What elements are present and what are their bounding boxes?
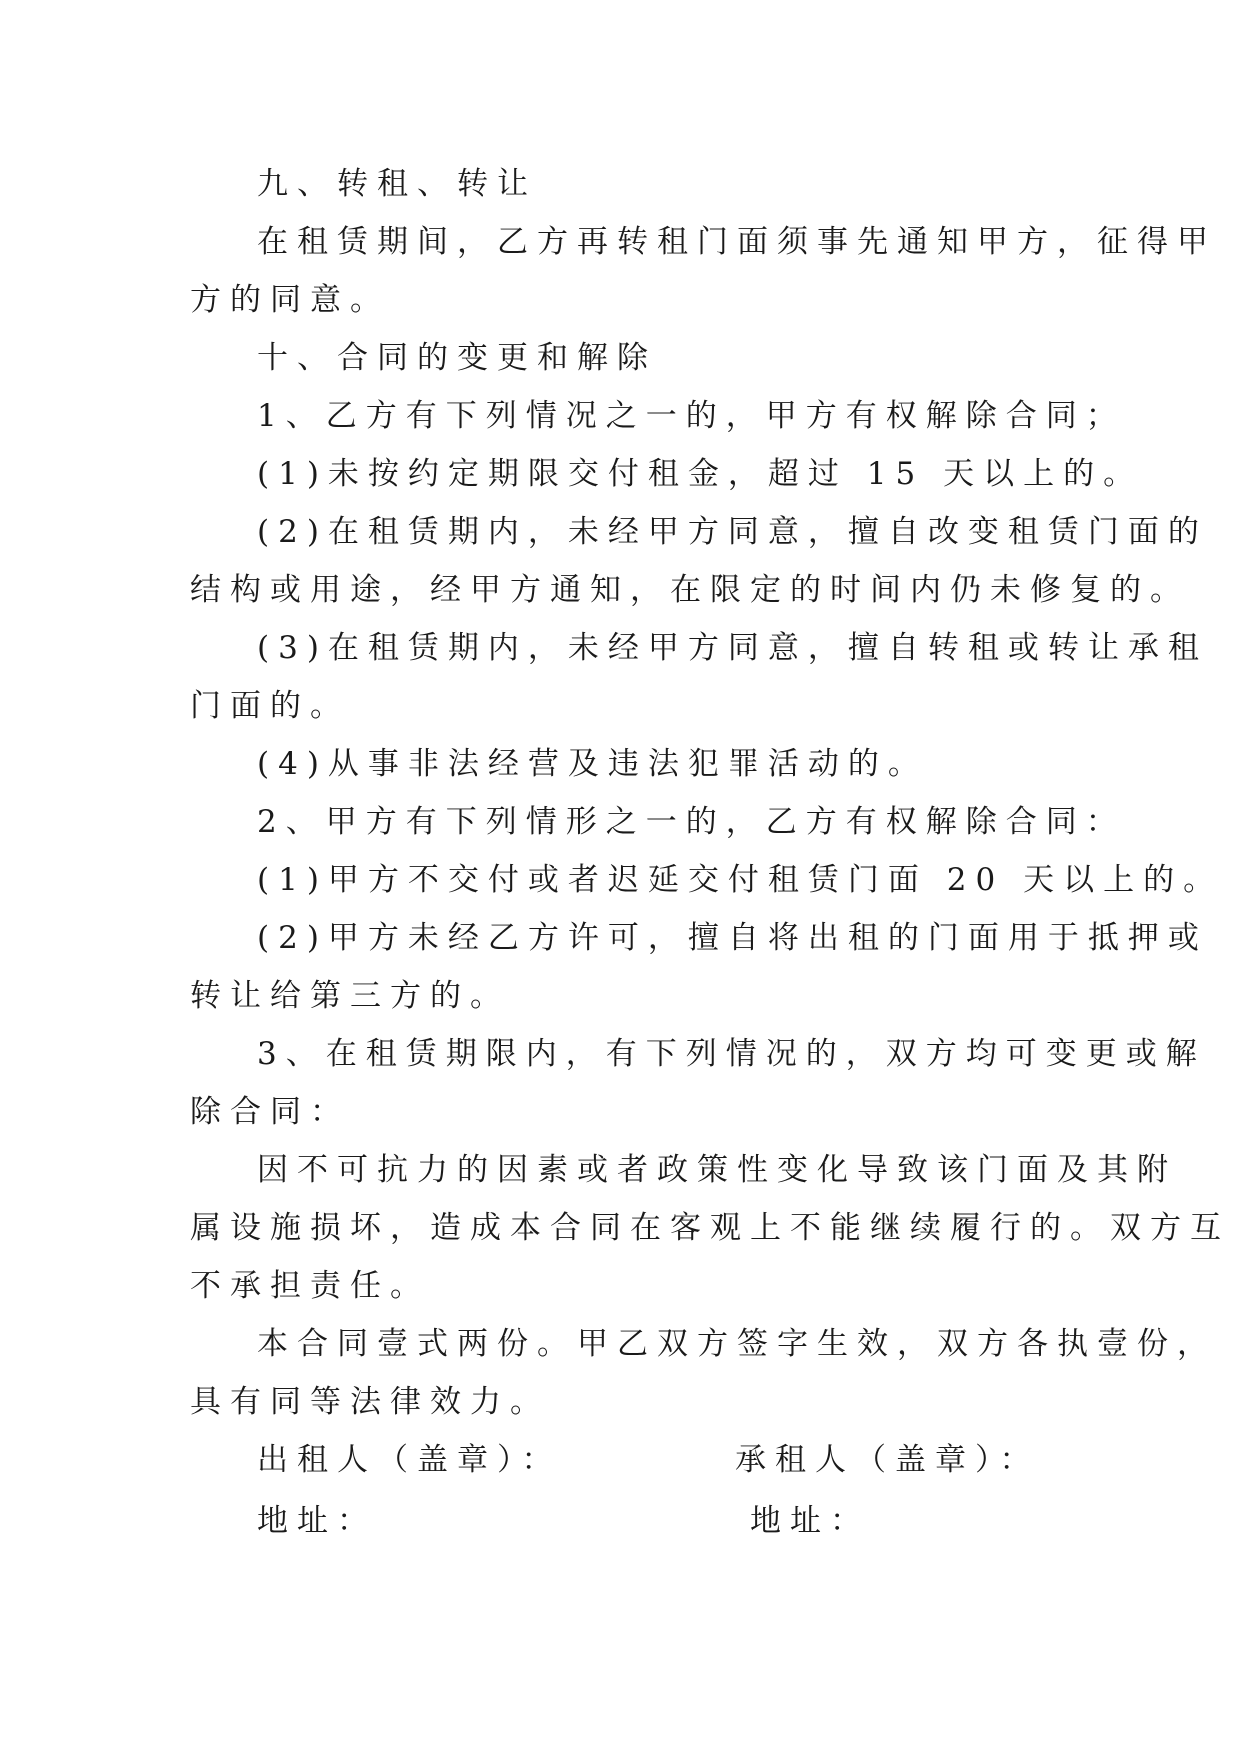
clause-line: (2)甲方未经乙方许可，擅自将出租的门面用于抵押或 bbox=[257, 920, 1208, 956]
clause-line: 门面的。 bbox=[190, 688, 350, 724]
paragraph-line: 属设施损坏，造成本合同在客观上不能继续履行的。双方互 bbox=[190, 1210, 1230, 1246]
section-heading-termination: 十、合同的变更和解除 bbox=[257, 340, 657, 376]
lessee-seal-label: 承租人（盖章）： bbox=[735, 1442, 1040, 1478]
paragraph-line: 方的同意。 bbox=[190, 282, 390, 318]
paragraph-line: 具有同等法律效力。 bbox=[190, 1384, 550, 1420]
paragraph-line: 不承担责任。 bbox=[190, 1268, 430, 1304]
clause-line: (4)从事非法经营及违法犯罪活动的。 bbox=[257, 746, 928, 782]
clause-line: 1、乙方有下列情况之一的，甲方有权解除合同； bbox=[257, 398, 1126, 434]
clause-line: 结构或用途，经甲方通知，在限定的时间内仍未修复的。 bbox=[190, 572, 1190, 608]
clause-line: (1)未按约定期限交付租金，超过 15 天以上的。 bbox=[257, 456, 1144, 492]
clause-line: 除合同： bbox=[190, 1094, 350, 1130]
lessee-address-label: 地址： bbox=[750, 1503, 870, 1539]
paragraph-line: 在租赁期间，乙方再转租门面须事先通知甲方，征得甲 bbox=[257, 224, 1217, 260]
clause-line: (2)在租赁期内，未经甲方同意，擅自改变租赁门面的 bbox=[257, 514, 1208, 550]
lessor-address-label: 地址： bbox=[257, 1503, 377, 1539]
clause-line: (3)在租赁期内，未经甲方同意，擅自转租或转让承租 bbox=[257, 630, 1208, 666]
clause-line: 转让给第三方的。 bbox=[190, 978, 510, 1014]
clause-line: 2、甲方有下列情形之一的，乙方有权解除合同： bbox=[257, 804, 1126, 840]
clause-line: (1)甲方不交付或者迟延交付租赁门面 20 天以上的。 bbox=[257, 862, 1224, 898]
lessor-seal-label: 出租人（盖章）： bbox=[257, 1442, 562, 1478]
section-heading-sublease: 九、转租、转让 bbox=[257, 166, 537, 202]
clause-line: 3、在租赁期限内，有下列情况的，双方均可变更或解 bbox=[257, 1036, 1206, 1072]
paragraph-line: 因不可抗力的因素或者政策性变化导致该门面及其附 bbox=[257, 1152, 1177, 1188]
paragraph-line: 本合同壹式两份。甲乙双方签字生效，双方各执壹份， bbox=[257, 1326, 1217, 1362]
